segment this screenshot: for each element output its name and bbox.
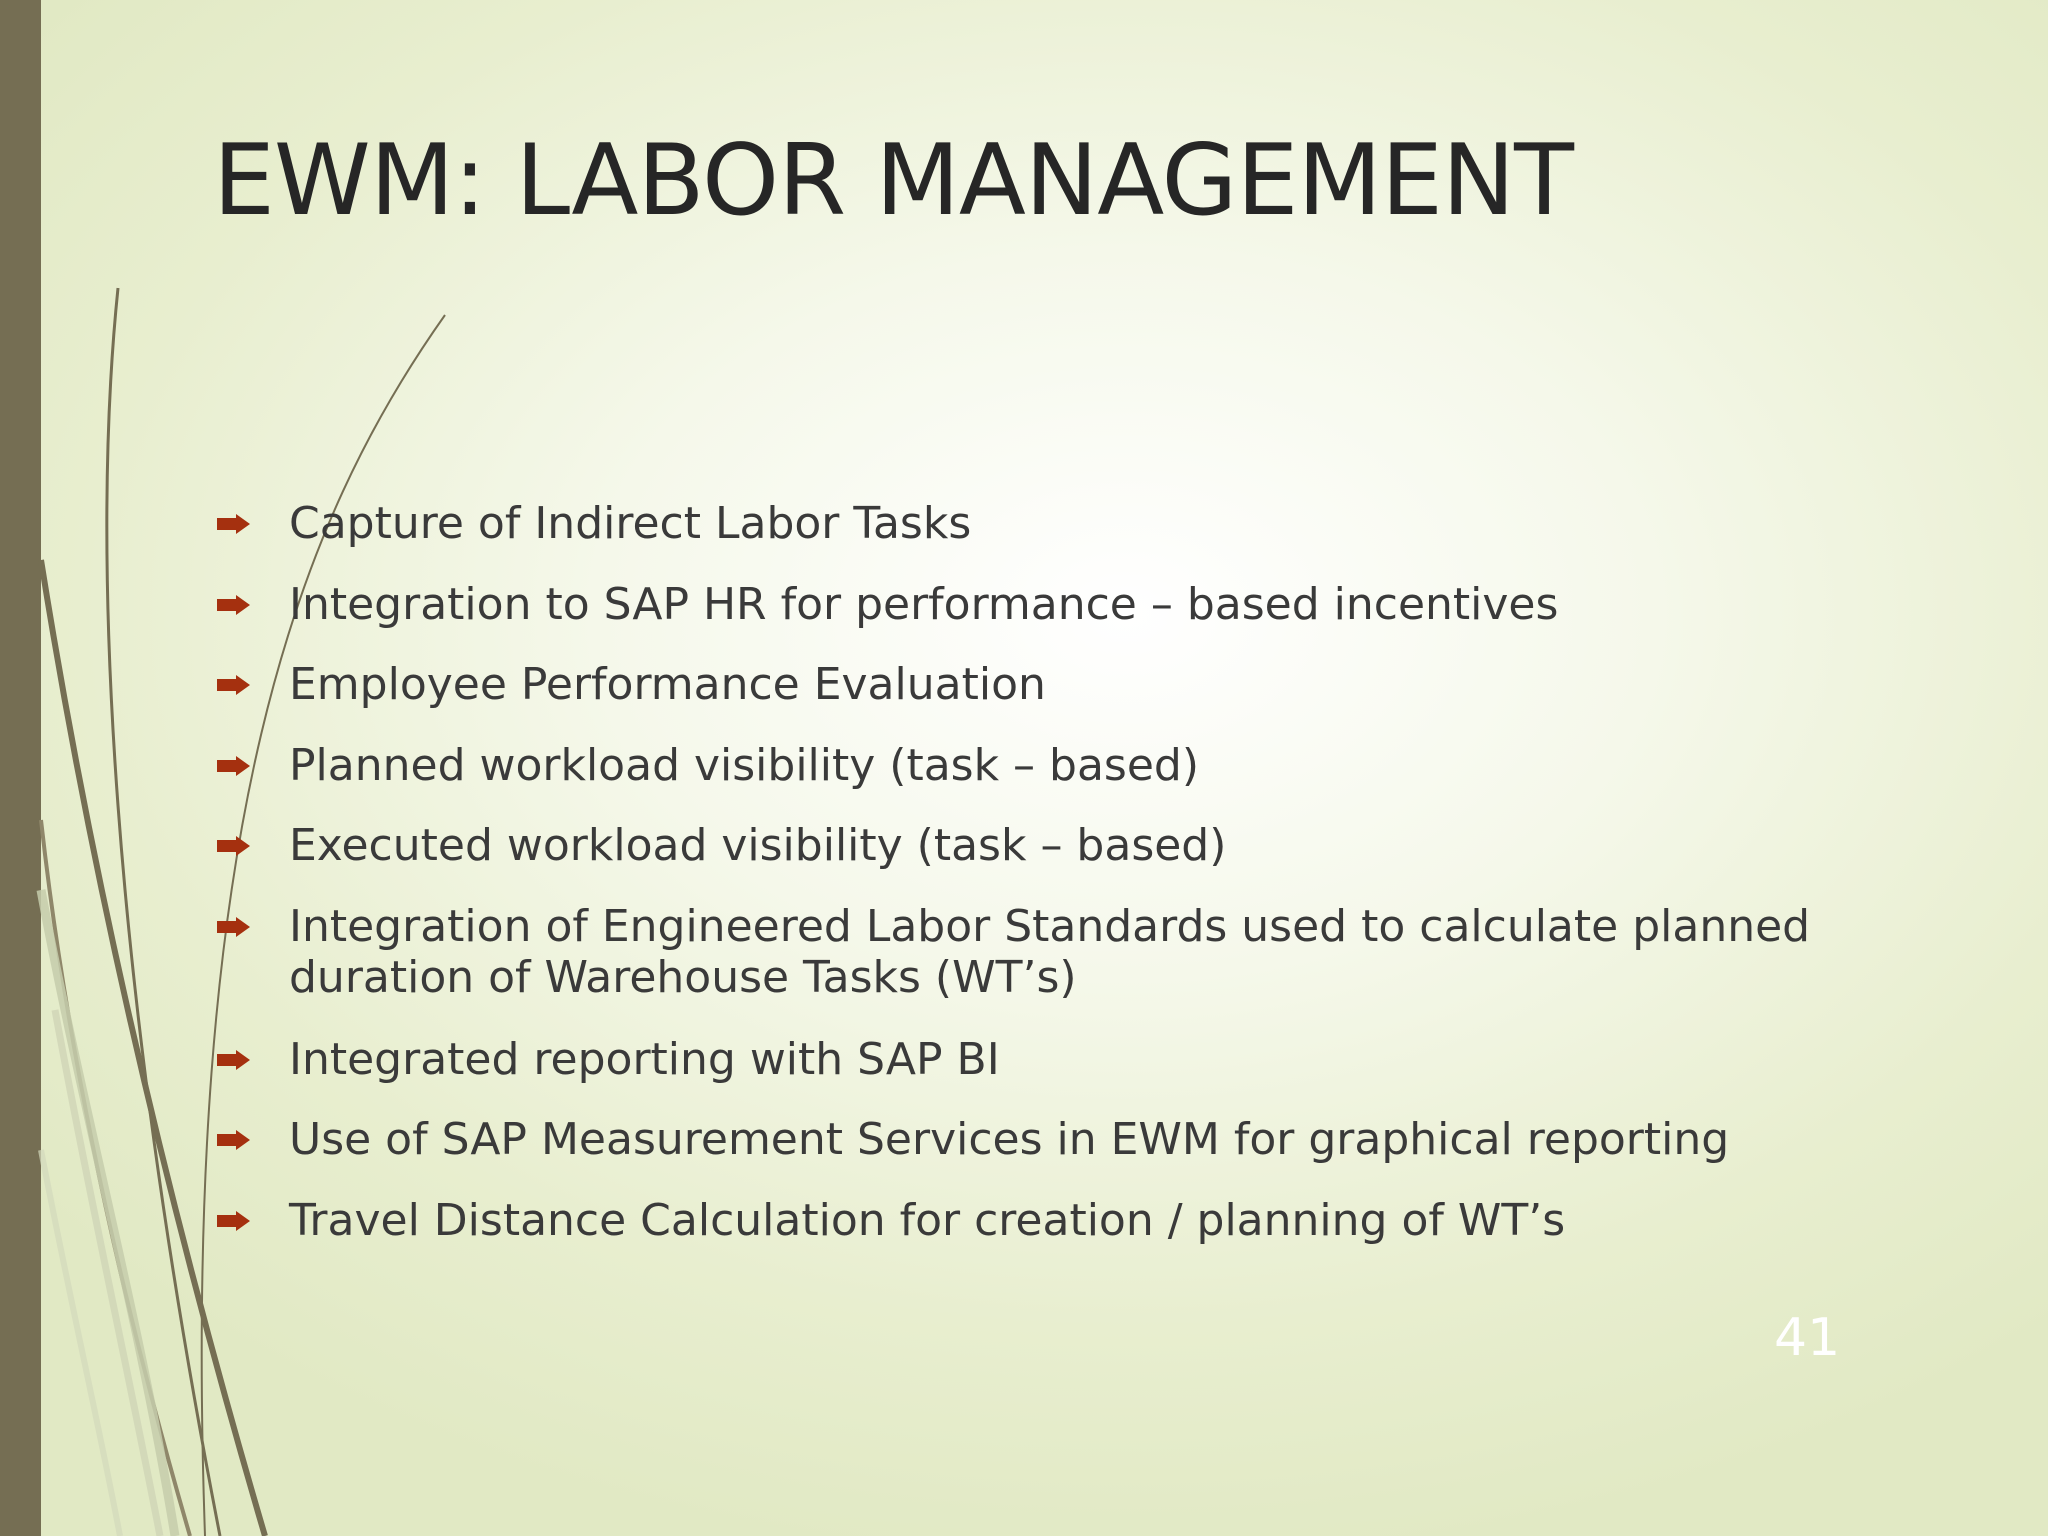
arrow-bullet-icon bbox=[216, 1129, 251, 1151]
bullet-text: Use of SAP Measurement Services in EWM for graphical reporting bbox=[289, 1114, 1730, 1165]
bullet-text: Integration of Engineered Labor Standards used to calculate planned bbox=[289, 901, 1811, 952]
bullet-text: Executed workload visibility (task – based) bbox=[289, 820, 1227, 871]
slide-title: EWM: LABOR MANAGEMENT bbox=[213, 124, 1574, 238]
bullet-text: Capture of Indirect Labor Tasks bbox=[289, 498, 972, 549]
arrow-bullet-icon bbox=[216, 1049, 251, 1071]
bullet-text: Integrated reporting with SAP BI bbox=[289, 1034, 1000, 1085]
page-number: 41 bbox=[1774, 1308, 1841, 1368]
arrow-bullet-icon bbox=[216, 916, 251, 938]
arrow-bullet-icon bbox=[216, 755, 251, 777]
bullet-text: Integration to SAP HR for performance – based incentives bbox=[289, 579, 1559, 630]
bullet-text: Planned workload visibility (task – based) bbox=[289, 740, 1200, 791]
bullet-text: Travel Distance Calculation for creation / planning of WT’s bbox=[289, 1195, 1566, 1246]
arrow-bullet-icon bbox=[216, 835, 251, 857]
arrow-bullet-icon bbox=[216, 1210, 251, 1232]
arrow-bullet-icon bbox=[216, 594, 251, 616]
arrow-bullet-icon bbox=[216, 674, 251, 696]
bullet-text: duration of Warehouse Tasks (WT’s) bbox=[289, 952, 1077, 1003]
bullet-text: Employee Performance Evaluation bbox=[289, 659, 1046, 710]
arrow-bullet-icon bbox=[216, 513, 251, 535]
